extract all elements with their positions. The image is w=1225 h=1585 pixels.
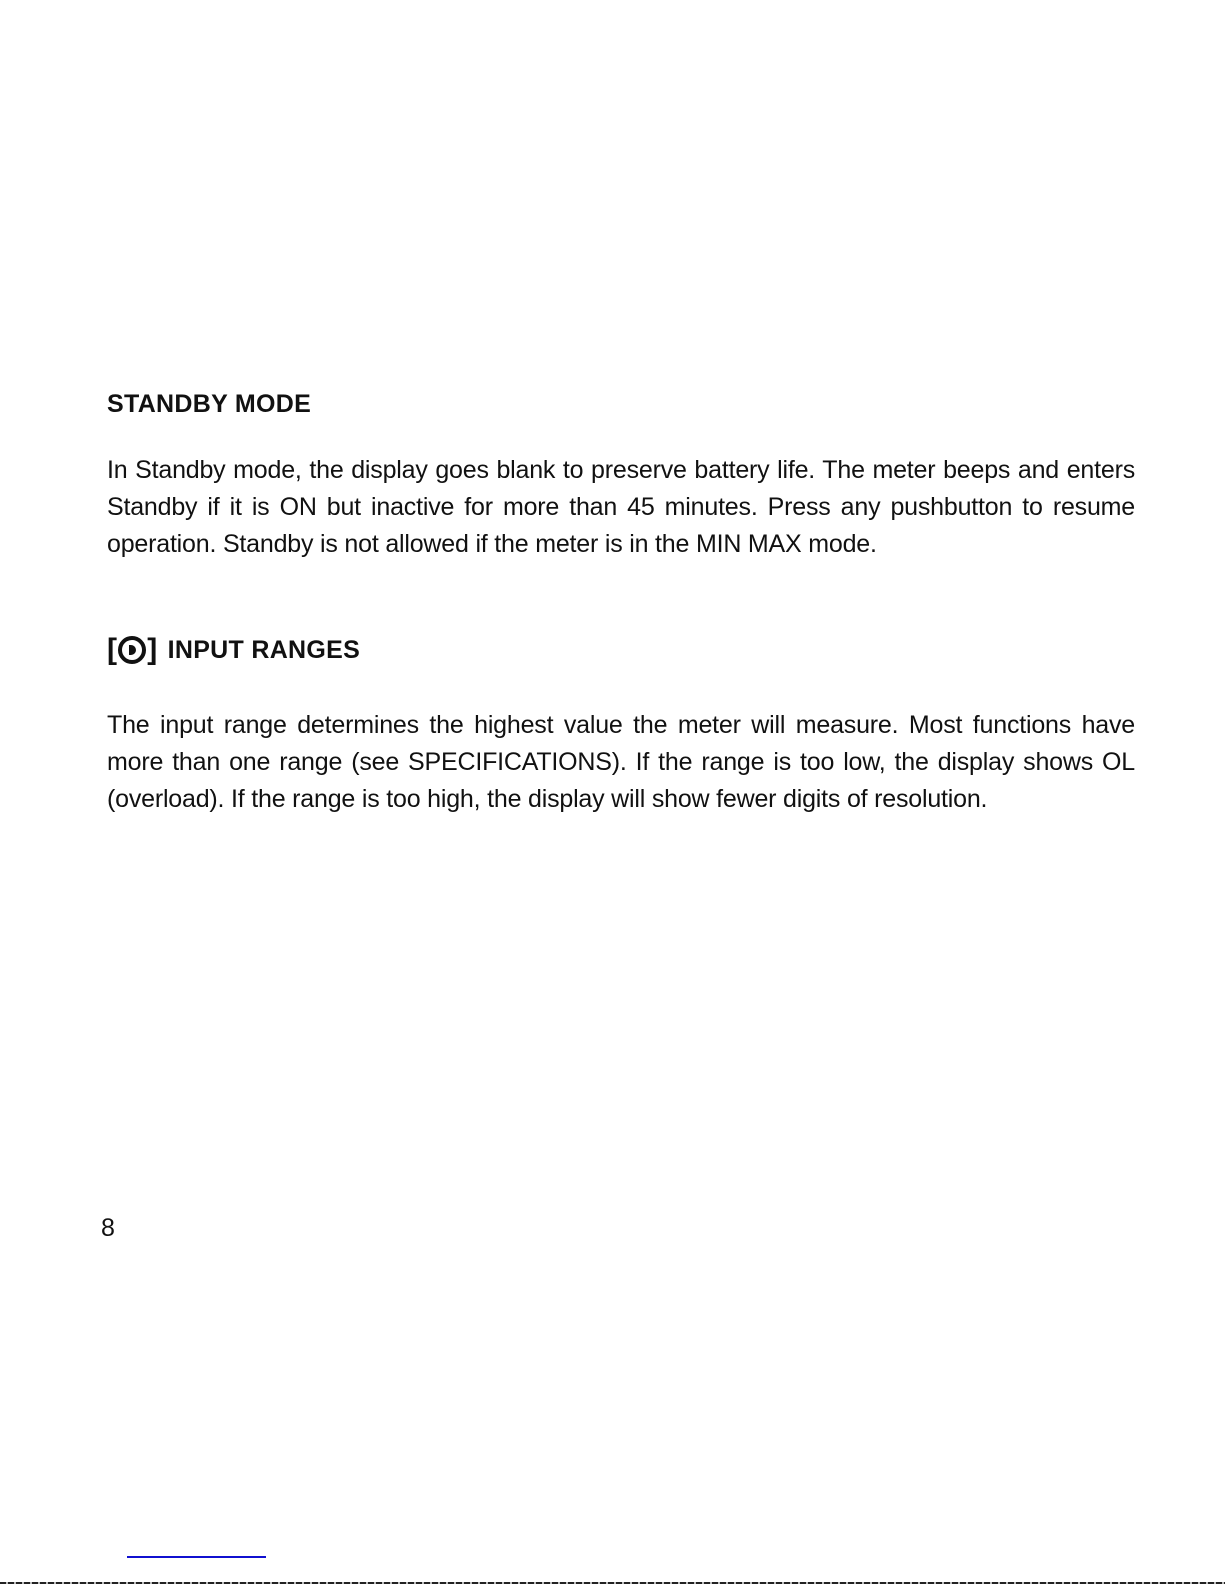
range-button-icon: [ ]: [107, 633, 158, 666]
section-heading-standby-mode: STANDBY MODE: [107, 390, 312, 418]
page-number: 8: [101, 1214, 115, 1242]
input-ranges-heading-text: INPUT RANGES: [167, 635, 361, 664]
scan-artifact-line: [127, 1556, 266, 1558]
section-heading-input-ranges: [107, 633, 360, 667]
input-ranges-paragraph: The input range determines the highest value the meter will measure. Most functions have more than one range (see SPECIFICATIONS). If the range is too low, the display shows OL (overload). If the range is too high, the display will show fewer digits of resolution.: [107, 711, 1135, 813]
page-bottom-border: [0, 1582, 1225, 1584]
standby-mode-paragraph: In Standby mode, the display goes blank to preserve battery life. The meter beeps and enters Standby if it is ON but inactive for more than 45 minutes. Press any pushbutton to resume operation. Standby is not allowed if the meter is in the MIN MAX mode.: [107, 456, 1135, 558]
